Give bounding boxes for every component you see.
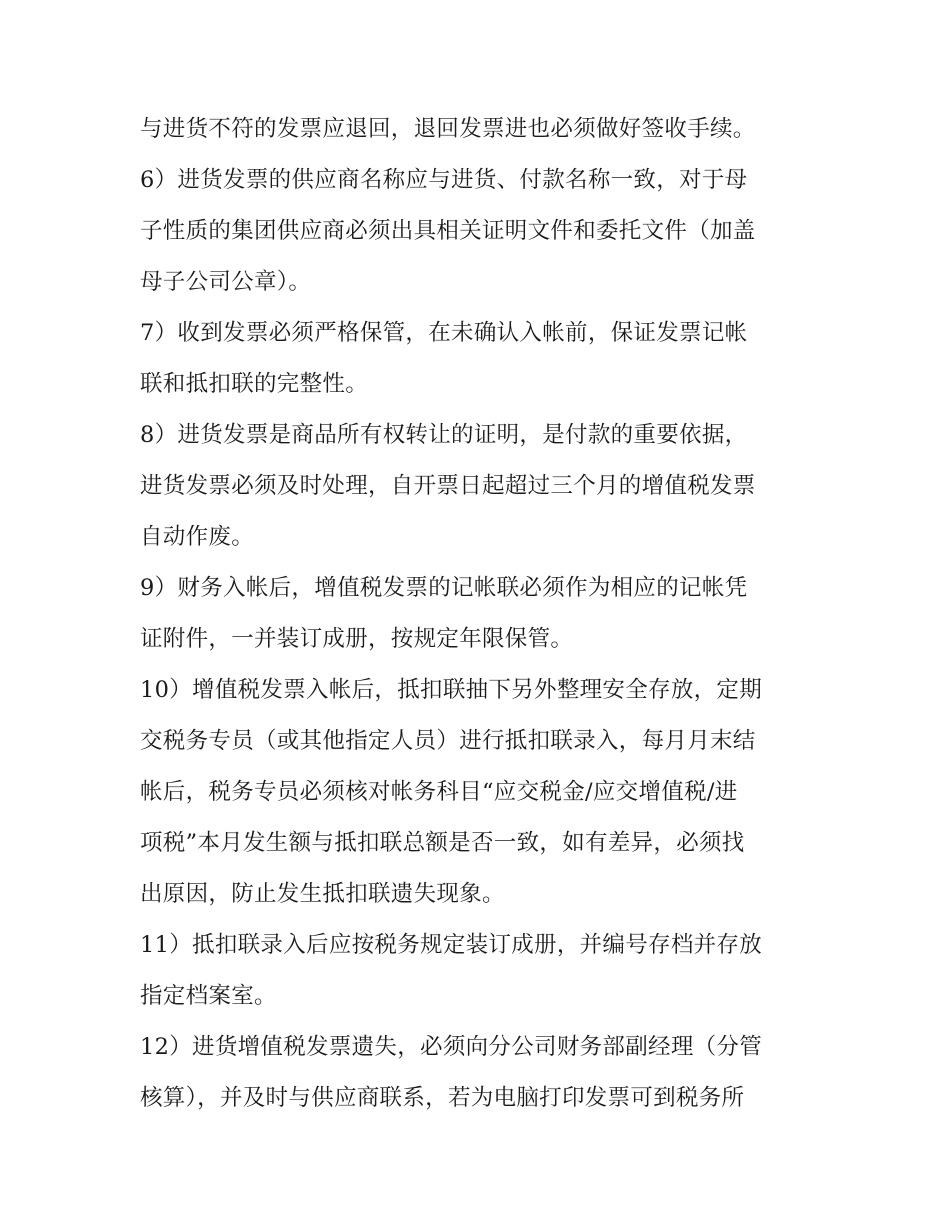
- text-line: 10）增值税发票入帐后，抵扣联抽下另外整理安全存放，定期: [140, 677, 763, 703]
- text-line: 出原因，防止发生抵扣联遗失现象。: [140, 881, 505, 907]
- text-line: 进货发票必须及时处理，自开票日起超过三个月的增值税发票: [140, 473, 756, 499]
- text-line: 核算），并及时与供应商联系，若为电脑打印发票可到税务所: [140, 1085, 745, 1111]
- text-line: 7）收到发票必须严格保管，在未确认入帐前，保证发票记帐: [140, 320, 748, 346]
- text-line: 项税”本月发生额与抵扣联总额是否一致，如有差异，必须找: [140, 830, 745, 856]
- text-line: 6）进货发票的供应商名称应与进货、付款名称一致，对于母: [140, 167, 748, 193]
- text-line: 子性质的集团供应商必须出具相关证明文件和委托文件（加盖: [140, 218, 756, 244]
- text-line: 联和抵扣联的完整性。: [140, 371, 369, 397]
- text-line: 帐后，税务专员必须核对帐务科目“应交税金/应交增值税/进: [140, 779, 738, 805]
- text-line: 9）财务入帐后，增值税发票的记帐联必须作为相应的记帐凭: [140, 575, 748, 601]
- text-line: 11）抵扣联录入后应按税务规定装订成册，并编号存档并存放: [140, 932, 763, 958]
- text-line: 与进货不符的发票应退回，退回发票进也必须做好签收手续。: [140, 116, 756, 142]
- text-line: 母子公司公章）。: [140, 269, 312, 295]
- text-line: 证附件，一并装订成册，按规定年限保管。: [140, 626, 574, 652]
- text-line: 指定档案室。: [140, 983, 277, 1009]
- text-line: 自动作废。: [140, 524, 255, 550]
- text-line: 8）进货发票是商品所有权转让的证明，是付款的重要依据，: [140, 422, 748, 448]
- text-line: 交税务专员（或其他指定人员）进行抵扣联录入，每月月末结: [140, 728, 756, 754]
- document-body: [140, 104, 820, 1124]
- text-line: 12）进货增值税发票遗失，必须向分公司财务部副经理（分管: [140, 1034, 763, 1060]
